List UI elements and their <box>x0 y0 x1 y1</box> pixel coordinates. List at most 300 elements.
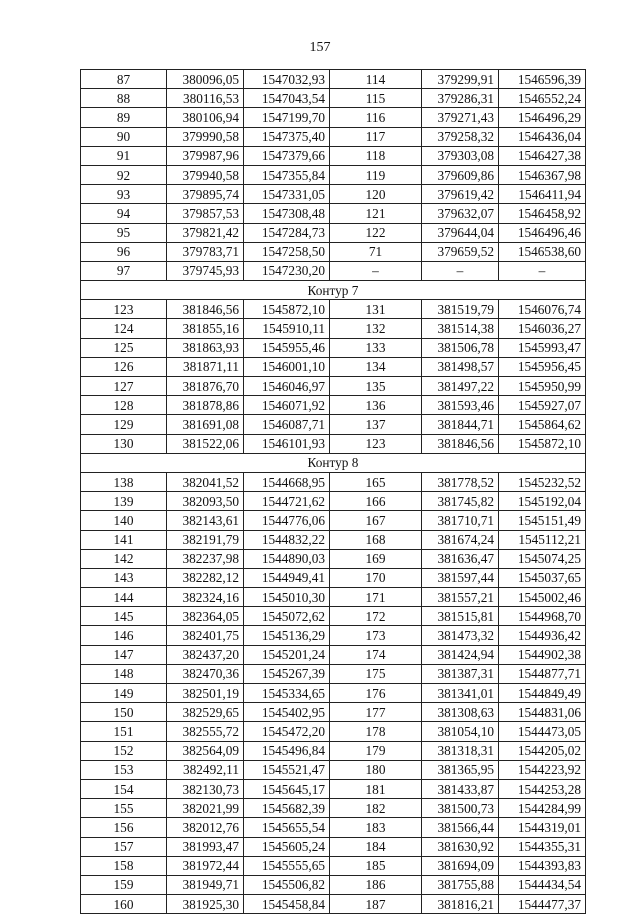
point-number-cell: 97 <box>81 261 167 280</box>
y-coordinate-cell: 1544668,95 <box>244 472 330 491</box>
table-row <box>81 319 586 338</box>
x-coordinate-cell: 382555,72 <box>167 722 244 741</box>
point-number-cell: 128 <box>81 396 167 415</box>
y-coordinate-cell: 1546436,04 <box>499 127 586 146</box>
x-coordinate-cell: 382282,12 <box>167 568 244 587</box>
x-coordinate-cell: 381566,44 <box>422 818 499 837</box>
x-coordinate-cell: 382470,36 <box>167 664 244 683</box>
y-coordinate-cell: 1546087,71 <box>244 415 330 434</box>
point-number-cell: 129 <box>81 415 167 434</box>
point-number-cell: 133 <box>330 338 422 357</box>
y-coordinate-cell: 1545864,62 <box>499 415 586 434</box>
table-row <box>81 511 586 530</box>
point-number-cell: 137 <box>330 415 422 434</box>
x-coordinate-cell: 381473,32 <box>422 626 499 645</box>
y-coordinate-cell: 1544223,92 <box>499 760 586 779</box>
table-row <box>81 242 586 261</box>
x-coordinate-cell: 381424,94 <box>422 645 499 664</box>
point-number-cell: 119 <box>330 165 422 184</box>
x-coordinate-cell: 381745,82 <box>422 492 499 511</box>
point-number-cell: 116 <box>330 108 422 127</box>
section-label: Контур 7 <box>81 281 586 300</box>
x-coordinate-cell: 381972,44 <box>167 856 244 875</box>
point-number-cell: 179 <box>330 741 422 760</box>
point-number-cell: 185 <box>330 856 422 875</box>
point-number-cell: 114 <box>330 70 422 89</box>
y-coordinate-cell: – <box>499 261 586 280</box>
x-coordinate-cell: 379659,52 <box>422 242 499 261</box>
x-coordinate-cell: 381497,22 <box>422 377 499 396</box>
x-coordinate-cell: 379303,08 <box>422 146 499 165</box>
section-label: Контур 8 <box>81 453 586 472</box>
x-coordinate-cell: 379619,42 <box>422 185 499 204</box>
y-coordinate-cell: 1544776,06 <box>244 511 330 530</box>
point-number-cell: 167 <box>330 511 422 530</box>
x-coordinate-cell: 382191,79 <box>167 530 244 549</box>
table-row <box>81 703 586 722</box>
x-coordinate-cell: 379258,32 <box>422 127 499 146</box>
x-coordinate-cell: 382324,16 <box>167 588 244 607</box>
x-coordinate-cell: 381597,44 <box>422 568 499 587</box>
point-number-cell: 184 <box>330 837 422 856</box>
x-coordinate-cell: 381876,70 <box>167 377 244 396</box>
point-number-cell: 115 <box>330 89 422 108</box>
y-coordinate-cell: 1544902,38 <box>499 645 586 664</box>
point-number-cell: 130 <box>81 434 167 453</box>
point-number-cell: 151 <box>81 722 167 741</box>
x-coordinate-cell: 382021,99 <box>167 799 244 818</box>
y-coordinate-cell: 1545956,45 <box>499 357 586 376</box>
point-number-cell: 178 <box>330 722 422 741</box>
x-coordinate-cell: 382401,75 <box>167 626 244 645</box>
x-coordinate-cell: 381593,46 <box>422 396 499 415</box>
point-number-cell: 88 <box>81 89 167 108</box>
y-coordinate-cell: 1544355,31 <box>499 837 586 856</box>
point-number-cell: 127 <box>81 377 167 396</box>
y-coordinate-cell: 1545458,84 <box>244 895 330 914</box>
x-coordinate-cell: 379821,42 <box>167 223 244 242</box>
table-row <box>81 549 586 568</box>
x-coordinate-cell: 379644,04 <box>422 223 499 242</box>
y-coordinate-cell: 1547375,40 <box>244 127 330 146</box>
point-number-cell: 171 <box>330 588 422 607</box>
x-coordinate-cell: 381863,93 <box>167 338 244 357</box>
y-coordinate-cell: 1545074,25 <box>499 549 586 568</box>
y-coordinate-cell: 1545521,47 <box>244 760 330 779</box>
y-coordinate-cell: 1547258,50 <box>244 242 330 261</box>
y-coordinate-cell: 1546538,60 <box>499 242 586 261</box>
table-row <box>81 357 586 376</box>
y-coordinate-cell: 1547331,05 <box>244 185 330 204</box>
x-coordinate-cell: 382237,98 <box>167 549 244 568</box>
x-coordinate-cell: 381846,56 <box>167 300 244 319</box>
x-coordinate-cell: 379987,96 <box>167 146 244 165</box>
table-row <box>81 261 586 280</box>
point-number-cell: 132 <box>330 319 422 338</box>
y-coordinate-cell: 1546076,74 <box>499 300 586 319</box>
x-coordinate-cell: 381519,79 <box>422 300 499 319</box>
point-number-cell: 136 <box>330 396 422 415</box>
x-coordinate-cell: 379632,07 <box>422 204 499 223</box>
x-coordinate-cell: 382501,19 <box>167 684 244 703</box>
point-number-cell: 154 <box>81 779 167 798</box>
x-coordinate-cell: 381318,31 <box>422 741 499 760</box>
x-coordinate-cell: 381365,95 <box>422 760 499 779</box>
point-number-cell: 118 <box>330 146 422 165</box>
point-number-cell: 150 <box>81 703 167 722</box>
point-number-cell: 143 <box>81 568 167 587</box>
table-row <box>81 684 586 703</box>
point-number-cell: 121 <box>330 204 422 223</box>
y-coordinate-cell: 1545872,10 <box>499 434 586 453</box>
y-coordinate-cell: 1544393,83 <box>499 856 586 875</box>
table-row <box>81 588 586 607</box>
x-coordinate-cell: 379609,86 <box>422 165 499 184</box>
y-coordinate-cell: 1546496,46 <box>499 223 586 242</box>
y-coordinate-cell: 1545112,21 <box>499 530 586 549</box>
table-row <box>81 492 586 511</box>
y-coordinate-cell: 1544831,06 <box>499 703 586 722</box>
coordinates-table-body <box>81 70 586 914</box>
table-row <box>81 664 586 683</box>
y-coordinate-cell: 1547379,66 <box>244 146 330 165</box>
table-row <box>81 108 586 127</box>
y-coordinate-cell: 1545927,07 <box>499 396 586 415</box>
point-number-cell: 177 <box>330 703 422 722</box>
x-coordinate-cell: – <box>422 261 499 280</box>
page-number: 157 <box>309 40 331 55</box>
x-coordinate-cell: 382492,11 <box>167 760 244 779</box>
x-coordinate-cell: 381871,11 <box>167 357 244 376</box>
point-number-cell: 123 <box>330 434 422 453</box>
point-number-cell: 149 <box>81 684 167 703</box>
point-number-cell: 125 <box>81 338 167 357</box>
table-row <box>81 722 586 741</box>
y-coordinate-cell: 1547284,73 <box>244 223 330 242</box>
x-coordinate-cell: 382012,76 <box>167 818 244 837</box>
point-number-cell: 135 <box>330 377 422 396</box>
y-coordinate-cell: 1546046,97 <box>244 377 330 396</box>
point-number-cell: 131 <box>330 300 422 319</box>
point-number-cell: 87 <box>81 70 167 89</box>
x-coordinate-cell: 381636,47 <box>422 549 499 568</box>
x-coordinate-cell: 381694,09 <box>422 856 499 875</box>
y-coordinate-cell: 1544477,37 <box>499 895 586 914</box>
table-row <box>81 89 586 108</box>
point-number-cell: 173 <box>330 626 422 645</box>
x-coordinate-cell: 380096,05 <box>167 70 244 89</box>
y-coordinate-cell: 1544434,54 <box>499 875 586 894</box>
x-coordinate-cell: 381522,06 <box>167 434 244 453</box>
x-coordinate-cell: 381855,16 <box>167 319 244 338</box>
y-coordinate-cell: 1544968,70 <box>499 607 586 626</box>
y-coordinate-cell: 1546367,98 <box>499 165 586 184</box>
y-coordinate-cell: 1547199,70 <box>244 108 330 127</box>
y-coordinate-cell: 1545002,46 <box>499 588 586 607</box>
y-coordinate-cell: 1545950,99 <box>499 377 586 396</box>
point-number-cell: 157 <box>81 837 167 856</box>
y-coordinate-cell: 1545993,47 <box>499 338 586 357</box>
point-number-cell: 95 <box>81 223 167 242</box>
table-row <box>81 760 586 779</box>
table-row <box>81 70 586 89</box>
table-row <box>81 779 586 798</box>
point-number-cell: 186 <box>330 875 422 894</box>
x-coordinate-cell: 381949,71 <box>167 875 244 894</box>
y-coordinate-cell: 1545201,24 <box>244 645 330 664</box>
x-coordinate-cell: 380116,53 <box>167 89 244 108</box>
point-number-cell: 180 <box>330 760 422 779</box>
point-number-cell: 146 <box>81 626 167 645</box>
y-coordinate-cell: 1545645,17 <box>244 779 330 798</box>
y-coordinate-cell: 1545605,24 <box>244 837 330 856</box>
y-coordinate-cell: 1547032,93 <box>244 70 330 89</box>
x-coordinate-cell: 381387,31 <box>422 664 499 683</box>
x-coordinate-cell: 379990,58 <box>167 127 244 146</box>
y-coordinate-cell: 1544721,62 <box>244 492 330 511</box>
table-row <box>81 223 586 242</box>
table-row <box>81 568 586 587</box>
x-coordinate-cell: 381816,21 <box>422 895 499 914</box>
y-coordinate-cell: 1545402,95 <box>244 703 330 722</box>
x-coordinate-cell: 381498,57 <box>422 357 499 376</box>
table-row <box>81 607 586 626</box>
y-coordinate-cell: 1545334,65 <box>244 684 330 703</box>
point-number-cell: 148 <box>81 664 167 683</box>
y-coordinate-cell: 1545496,84 <box>244 741 330 760</box>
point-number-cell: 89 <box>81 108 167 127</box>
y-coordinate-cell: 1545655,54 <box>244 818 330 837</box>
table-row <box>81 396 586 415</box>
table-row <box>81 204 586 223</box>
y-coordinate-cell: 1545555,65 <box>244 856 330 875</box>
y-coordinate-cell: 1547355,84 <box>244 165 330 184</box>
y-coordinate-cell: 1546411,94 <box>499 185 586 204</box>
point-number-cell: 145 <box>81 607 167 626</box>
y-coordinate-cell: 1544890,03 <box>244 549 330 568</box>
x-coordinate-cell: 381054,10 <box>422 722 499 741</box>
x-coordinate-cell: 382041,52 <box>167 472 244 491</box>
point-number-cell: 158 <box>81 856 167 875</box>
point-number-cell: 93 <box>81 185 167 204</box>
x-coordinate-cell: 381557,21 <box>422 588 499 607</box>
point-number-cell: 170 <box>330 568 422 587</box>
x-coordinate-cell: 379940,58 <box>167 165 244 184</box>
y-coordinate-cell: 1545472,20 <box>244 722 330 741</box>
y-coordinate-cell: 1545506,82 <box>244 875 330 894</box>
point-number-cell: 165 <box>330 472 422 491</box>
x-coordinate-cell: 381674,24 <box>422 530 499 549</box>
y-coordinate-cell: 1547230,20 <box>244 261 330 280</box>
y-coordinate-cell: 1545955,46 <box>244 338 330 357</box>
y-coordinate-cell: 1545010,30 <box>244 588 330 607</box>
y-coordinate-cell: 1544949,41 <box>244 568 330 587</box>
y-coordinate-cell: 1546001,10 <box>244 357 330 376</box>
table-row <box>81 856 586 875</box>
table-row <box>81 146 586 165</box>
y-coordinate-cell: 1545037,65 <box>499 568 586 587</box>
table-row <box>81 837 586 856</box>
table-row <box>81 300 586 319</box>
point-number-cell: 142 <box>81 549 167 568</box>
coordinates-table <box>80 69 586 914</box>
y-coordinate-cell: 1545072,62 <box>244 607 330 626</box>
y-coordinate-cell: 1545910,11 <box>244 319 330 338</box>
y-coordinate-cell: 1544205,02 <box>499 741 586 760</box>
point-number-cell: 71 <box>330 242 422 261</box>
point-number-cell: 187 <box>330 895 422 914</box>
y-coordinate-cell: 1546596,39 <box>499 70 586 89</box>
x-coordinate-cell: 379271,43 <box>422 108 499 127</box>
x-coordinate-cell: 382093,50 <box>167 492 244 511</box>
point-number-cell: 134 <box>330 357 422 376</box>
y-coordinate-cell: 1546458,92 <box>499 204 586 223</box>
table-row <box>81 530 586 549</box>
x-coordinate-cell: 379783,71 <box>167 242 244 261</box>
x-coordinate-cell: 382564,09 <box>167 741 244 760</box>
point-number-cell: 155 <box>81 799 167 818</box>
x-coordinate-cell: 381778,52 <box>422 472 499 491</box>
y-coordinate-cell: 1544319,01 <box>499 818 586 837</box>
y-coordinate-cell: 1545267,39 <box>244 664 330 683</box>
y-coordinate-cell: 1546036,27 <box>499 319 586 338</box>
y-coordinate-cell: 1545192,04 <box>499 492 586 511</box>
y-coordinate-cell: 1544936,42 <box>499 626 586 645</box>
x-coordinate-cell: 382143,61 <box>167 511 244 530</box>
table-row <box>81 895 586 914</box>
point-number-cell: 94 <box>81 204 167 223</box>
point-number-cell: 176 <box>330 684 422 703</box>
x-coordinate-cell: 381993,47 <box>167 837 244 856</box>
y-coordinate-cell: 1544849,49 <box>499 684 586 703</box>
section-header-row <box>81 281 586 300</box>
y-coordinate-cell: 1545872,10 <box>244 300 330 319</box>
table-row <box>81 626 586 645</box>
point-number-cell: 144 <box>81 588 167 607</box>
point-number-cell: 140 <box>81 511 167 530</box>
point-number-cell: 182 <box>330 799 422 818</box>
point-number-cell: 160 <box>81 895 167 914</box>
x-coordinate-cell: 381514,38 <box>422 319 499 338</box>
y-coordinate-cell: 1544253,28 <box>499 779 586 798</box>
y-coordinate-cell: 1545136,29 <box>244 626 330 645</box>
y-coordinate-cell: 1544473,05 <box>499 722 586 741</box>
x-coordinate-cell: 382437,20 <box>167 645 244 664</box>
point-number-cell: 153 <box>81 760 167 779</box>
x-coordinate-cell: 381844,71 <box>422 415 499 434</box>
point-number-cell: 138 <box>81 472 167 491</box>
table-row <box>81 185 586 204</box>
y-coordinate-cell: 1545151,49 <box>499 511 586 530</box>
y-coordinate-cell: 1547308,48 <box>244 204 330 223</box>
point-number-cell: 96 <box>81 242 167 261</box>
y-coordinate-cell: 1546101,93 <box>244 434 330 453</box>
point-number-cell: 181 <box>330 779 422 798</box>
point-number-cell: – <box>330 261 422 280</box>
table-row <box>81 645 586 664</box>
x-coordinate-cell: 381925,30 <box>167 895 244 914</box>
y-coordinate-cell: 1547043,54 <box>244 89 330 108</box>
x-coordinate-cell: 381500,73 <box>422 799 499 818</box>
point-number-cell: 126 <box>81 357 167 376</box>
x-coordinate-cell: 380106,94 <box>167 108 244 127</box>
x-coordinate-cell: 381308,63 <box>422 703 499 722</box>
table-row <box>81 818 586 837</box>
point-number-cell: 174 <box>330 645 422 664</box>
x-coordinate-cell: 379286,31 <box>422 89 499 108</box>
table-row <box>81 472 586 491</box>
point-number-cell: 159 <box>81 875 167 894</box>
x-coordinate-cell: 382130,73 <box>167 779 244 798</box>
point-number-cell: 124 <box>81 319 167 338</box>
y-coordinate-cell: 1544832,22 <box>244 530 330 549</box>
y-coordinate-cell: 1545682,39 <box>244 799 330 818</box>
table-row <box>81 338 586 357</box>
point-number-cell: 183 <box>330 818 422 837</box>
table-row <box>81 127 586 146</box>
y-coordinate-cell: 1546496,29 <box>499 108 586 127</box>
x-coordinate-cell: 381846,56 <box>422 434 499 453</box>
x-coordinate-cell: 382529,65 <box>167 703 244 722</box>
table-row <box>81 741 586 760</box>
table-row <box>81 875 586 894</box>
x-coordinate-cell: 379895,74 <box>167 185 244 204</box>
x-coordinate-cell: 381755,88 <box>422 875 499 894</box>
point-number-cell: 156 <box>81 818 167 837</box>
point-number-cell: 122 <box>330 223 422 242</box>
point-number-cell: 175 <box>330 664 422 683</box>
point-number-cell: 172 <box>330 607 422 626</box>
point-number-cell: 92 <box>81 165 167 184</box>
x-coordinate-cell: 381341,01 <box>422 684 499 703</box>
point-number-cell: 141 <box>81 530 167 549</box>
point-number-cell: 139 <box>81 492 167 511</box>
x-coordinate-cell: 382364,05 <box>167 607 244 626</box>
x-coordinate-cell: 381691,08 <box>167 415 244 434</box>
x-coordinate-cell: 381433,87 <box>422 779 499 798</box>
y-coordinate-cell: 1544877,71 <box>499 664 586 683</box>
y-coordinate-cell: 1545232,52 <box>499 472 586 491</box>
point-number-cell: 166 <box>330 492 422 511</box>
y-coordinate-cell: 1546552,24 <box>499 89 586 108</box>
x-coordinate-cell: 381878,86 <box>167 396 244 415</box>
point-number-cell: 147 <box>81 645 167 664</box>
x-coordinate-cell: 381506,78 <box>422 338 499 357</box>
point-number-cell: 117 <box>330 127 422 146</box>
table-row <box>81 165 586 184</box>
section-header-row <box>81 453 586 472</box>
x-coordinate-cell: 379299,91 <box>422 70 499 89</box>
point-number-cell: 120 <box>330 185 422 204</box>
table-row <box>81 799 586 818</box>
point-number-cell: 123 <box>81 300 167 319</box>
point-number-cell: 168 <box>330 530 422 549</box>
point-number-cell: 152 <box>81 741 167 760</box>
table-row <box>81 434 586 453</box>
table-row <box>81 377 586 396</box>
y-coordinate-cell: 1544284,99 <box>499 799 586 818</box>
y-coordinate-cell: 1546427,38 <box>499 146 586 165</box>
y-coordinate-cell: 1546071,92 <box>244 396 330 415</box>
x-coordinate-cell: 379745,93 <box>167 261 244 280</box>
table-row <box>81 415 586 434</box>
point-number-cell: 169 <box>330 549 422 568</box>
x-coordinate-cell: 379857,53 <box>167 204 244 223</box>
x-coordinate-cell: 381515,81 <box>422 607 499 626</box>
point-number-cell: 90 <box>81 127 167 146</box>
x-coordinate-cell: 381630,92 <box>422 837 499 856</box>
x-coordinate-cell: 381710,71 <box>422 511 499 530</box>
